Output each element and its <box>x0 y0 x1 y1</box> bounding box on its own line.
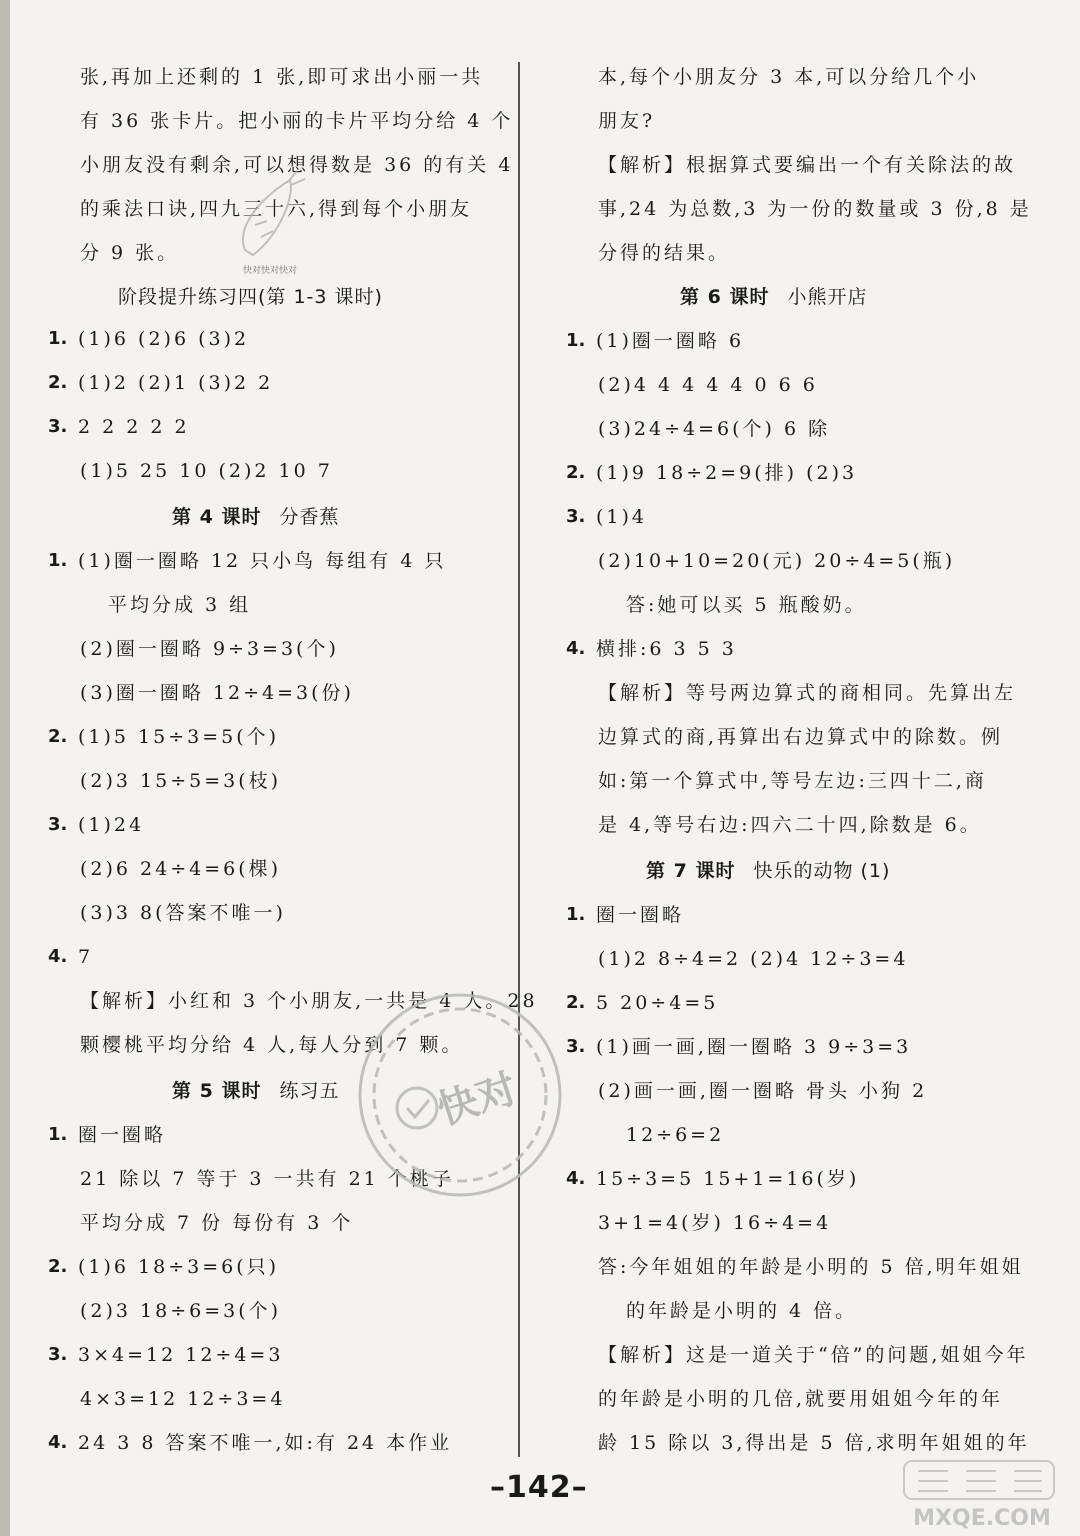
item-number: 3. <box>566 1036 586 1057</box>
text-line: 【解析】根据算式要编出一个有关除法的故 <box>598 154 1017 176</box>
kuaidui-stamp-icon <box>355 990 565 1200</box>
text-line: (2)4 4 4 4 4 0 6 6 <box>598 374 818 396</box>
section-heading <box>172 1078 339 1104</box>
text-line: 的乘法口诀,四九三十六,得到每个小朋友 <box>80 198 473 220</box>
text-line: 平均分成 7 份 每份有 3 个 <box>80 1212 354 1234</box>
page-number: –142– <box>490 1470 588 1505</box>
text-line: (1)5 15÷3=5(个) <box>78 726 280 748</box>
item-number: 4. <box>566 638 586 659</box>
text-line: 答:今年姐姐的年龄是小明的 5 倍,明年姐姐 <box>598 1256 1024 1278</box>
item-number: 4. <box>566 1168 586 1189</box>
text-line: 圈一圈略 <box>78 1124 167 1146</box>
item-number: 1. <box>566 904 586 925</box>
text-line: 圈一圈略 <box>596 904 685 926</box>
item-number: 2. <box>48 726 68 747</box>
text-line: 张,再加上还剩的 1 张,即可求出小丽一共 <box>80 66 484 88</box>
item-number: 1. <box>48 328 68 349</box>
text-line: (3)24÷4=6(个) 6 除 <box>598 418 831 440</box>
text-line: 21 除以 7 等于 3 一共有 21 个桃子 <box>80 1168 454 1190</box>
text-line: 7 <box>78 946 94 968</box>
item-number: 3. <box>48 814 68 835</box>
lesson-label: 第 7 课时 <box>646 860 736 882</box>
item-number: 1. <box>48 1124 68 1145</box>
section-heading <box>172 504 339 530</box>
lesson-label: 第 5 课时 <box>172 1080 262 1102</box>
section-heading <box>680 284 867 310</box>
text-line: (1)6 18÷3=6(只) <box>78 1256 280 1278</box>
carrot-watermark-icon <box>225 165 315 285</box>
section-heading <box>646 858 890 884</box>
text-line: 【解析】小红和 3 个小朋友,一共是 4 人。28 <box>80 990 538 1012</box>
text-line: (2)6 24÷4=6(棵) <box>80 858 282 880</box>
text-line: 朋友? <box>598 110 656 132</box>
section-heading <box>118 284 383 310</box>
corner-logo-text: MXQE.COM <box>913 1506 1051 1531</box>
small-stamp-text: 快对快对快对 <box>242 266 298 276</box>
lesson-label: 阶段提升练习四(第 1-3 课时) <box>118 286 383 308</box>
text-line: 5 20÷4=5 <box>596 992 719 1014</box>
text-line: 边算式的商,再算出右边算式中的除数。例 <box>598 726 1004 748</box>
item-number: 2. <box>48 1256 68 1277</box>
lesson-label: 第 4 课时 <box>172 506 262 528</box>
text-line: 3+1=4(岁) 16÷4=4 <box>598 1212 832 1234</box>
text-line: (1)24 <box>78 814 145 836</box>
text-line: (2)画一画,圈一圈略 骨头 小狗 2 <box>598 1080 928 1102</box>
text-line: (2)3 15÷5=3(枝) <box>80 770 282 792</box>
text-line: 4×3=12 12÷3=4 <box>80 1388 286 1410</box>
text-line: (2)圈一圈略 9÷3=3(个) <box>80 638 339 660</box>
text-line: (1)画一画,圈一圈略 3 9÷3=3 <box>596 1036 912 1058</box>
text-line: 分 9 张。 <box>80 242 180 264</box>
text-line: 15÷3=5 15+1=16(岁) <box>596 1168 860 1190</box>
stamp-text: 快对 <box>432 1065 523 1135</box>
text-line: 24 3 8 答案不唯一,如:有 24 本作业 <box>78 1432 453 1454</box>
text-line: 2 2 2 2 2 <box>78 416 190 438</box>
item-number: 3. <box>566 506 586 527</box>
item-number: 4. <box>48 946 68 967</box>
text-line: 答:她可以买 5 瓶酸奶。 <box>626 594 867 616</box>
column-divider <box>518 62 520 1457</box>
text-line: 分得的结果。 <box>598 242 731 264</box>
item-number: 3. <box>48 416 68 437</box>
site-logo-icon <box>888 1455 1076 1533</box>
text-line: 【解析】这是一道关于“倍”的问题,姐姐今年 <box>598 1344 1029 1366</box>
text-line: 【解析】等号两边算式的商相同。先算出左 <box>598 682 1017 704</box>
lesson-title: 小熊开店 <box>787 286 868 308</box>
text-line: 颗樱桃平均分给 4 人,每人分到 7 颗。 <box>80 1034 464 1056</box>
text-line: 平均分成 3 组 <box>108 594 252 616</box>
text-line: (1)圈一圈略 12 只小鸟 每组有 4 只 <box>78 550 447 572</box>
text-line: 小朋友没有剩余,可以想得数是 36 的有关 4 <box>80 154 514 176</box>
lesson-label: 第 6 课时 <box>680 286 770 308</box>
item-number: 3. <box>48 1344 68 1365</box>
lesson-title: 分香蕉 <box>279 506 340 528</box>
item-number: 2. <box>566 462 586 483</box>
text-line: (1)5 25 10 (2)2 10 7 <box>80 460 333 482</box>
text-line: (2)3 18÷6=3(个) <box>80 1300 282 1322</box>
text-line: 12÷6=2 <box>626 1124 725 1146</box>
text-line: (3)3 8(答案不唯一) <box>80 902 286 924</box>
lesson-title: 快乐的动物 (1) <box>753 860 891 882</box>
text-line: (1)9 18÷2=9(排) (2)3 <box>596 462 858 484</box>
item-number: 4. <box>48 1432 68 1453</box>
text-line: 有 36 张卡片。把小丽的卡片平均分给 4 个 <box>80 110 514 132</box>
lesson-title: 练习五 <box>279 1080 340 1102</box>
text-line: 本,每个小朋友分 3 本,可以分给几个小 <box>598 66 980 88</box>
item-number: 1. <box>566 330 586 351</box>
text-line: (1)6 (2)6 (3)2 <box>78 328 250 350</box>
item-number: 2. <box>566 992 586 1013</box>
text-line: (2)10+10=20(元) 20÷4=5(瓶) <box>598 550 956 572</box>
text-line: (1)2 (2)1 (3)2 2 <box>78 372 274 394</box>
text-line: 龄 15 除以 3,得出是 5 倍,求明年姐姐的年 <box>598 1432 1030 1454</box>
text-line: (1)2 8÷4=2 (2)4 12÷3=4 <box>598 948 909 970</box>
text-line: 的年龄是小明的几倍,就要用姐姐今年的年 <box>598 1388 1004 1410</box>
text-line: (1)圈一圈略 6 <box>596 330 745 352</box>
text-line: 是 4,等号右边:四六二十四,除数是 6。 <box>598 814 982 836</box>
item-number: 1. <box>48 550 68 571</box>
text-line: 如:第一个算式中,等号左边:三四十二,商 <box>598 770 987 792</box>
text-line: 的年龄是小明的 4 倍。 <box>626 1300 858 1322</box>
text-line: 3×4=12 12÷4=3 <box>78 1344 284 1366</box>
text-line: 横排:6 3 5 3 <box>596 638 737 660</box>
item-number: 2. <box>48 372 68 393</box>
text-line: (3)圈一圈略 12÷4=3(份) <box>80 682 354 704</box>
page-edge <box>0 0 10 1536</box>
text-line: (1)4 <box>596 506 648 528</box>
text-line: 事,24 为总数,3 为一份的数量或 3 份,8 是 <box>598 198 1032 220</box>
